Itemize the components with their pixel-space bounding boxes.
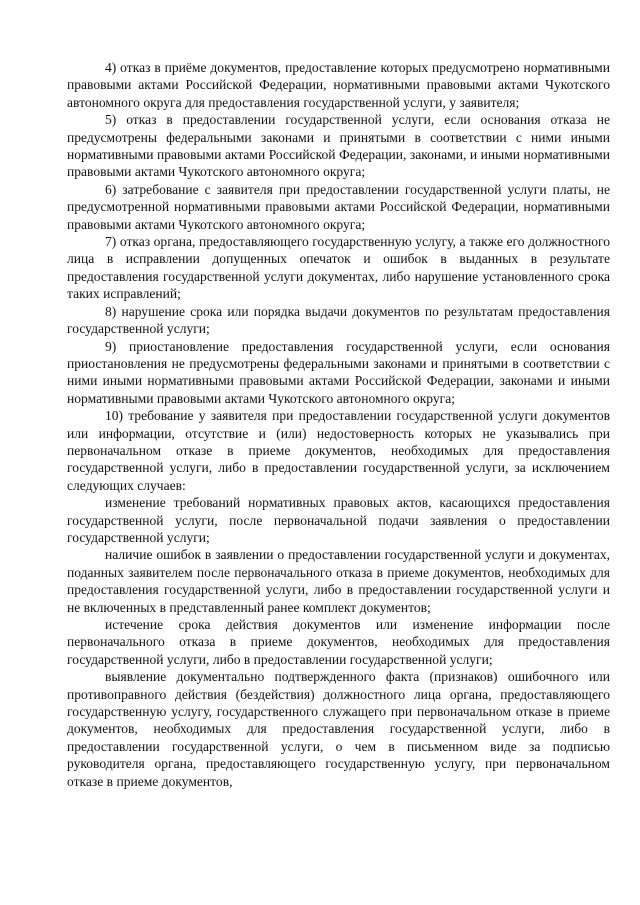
paragraph-exception-regulation-change: изменение требований нормативных правовых актов, касающихся предоставления государственной услуги, после первоначальной подачи заявления о предоставлении государственной услуги;: [67, 495, 610, 545]
paragraph-item-6: 6) затребование с заявителя при предоставлении государственной услуги платы, не предусмотренной нормативными правовыми актами Российской Федерации, нормативными правовыми актами Чукотского автономного округа;: [67, 181, 610, 232]
paragraph-item-8: 8) нарушение срока или порядка выдачи документов по результатам предоставления государственной услуги;: [67, 303, 610, 337]
paragraph-item-4: 4) отказ в приёме документов, предоставление которых предусмотрено нормативными правовыми актами Российской Федерации, нормативными правовыми актами Чукотского автономного округа для предоставления государственной услуги, у заявителя;: [67, 60, 610, 110]
paragraph-item-7: 7) отказ органа, предоставляющего государственную услугу, а также его должностного лица в исправлении допущенных опечаток и ошибок в выданных в результате предоставления государственной услуги документах, либо нарушение установленного срока таких исправлений;: [67, 234, 610, 302]
paragraph-exception-expiry: истечение срока действия документов или изменение информации после первоначального отказа в приеме документов, необходимых для предоставления государственной услуги, либо в предоставлении государственной услуги;: [67, 617, 610, 667]
paragraph-exception-errors: наличие ошибок в заявлении о предоставлении государственной услуги и документах, поданных заявителем после первоначального отказа в приеме документов, необходимых для предоставления государственной услуги, либо в предоставлении государственной услуги и не включенных в представленный ранее комплект документов;: [67, 547, 610, 615]
paragraph-item-5: 5) отказ в предоставлении государственной услуги, если основания отказа не предусмотрены федеральными законами и принятыми в соответствии с ними иными нормативными правовыми актами Российской Федерации, законами, и иными нормативными правовыми актами Чукотского автономного округа;: [67, 112, 610, 180]
paragraph-exception-misconduct: выявление документально подтвержденного факта (признаков) ошибочного или противоправного действия (бездействия) должностного лица органа, предоставляющего государственную услугу, государственного служащего при первоначальном отказе в приеме документов, необходимых для предоставления государственной услуги, либо в предоставлении государственной услуги, о чем в письменном виде за подписью руководителя органа, предоставляющего государственную услугу, при первоначальном отказе в приеме документов,: [67, 669, 610, 789]
document-body: [67, 59, 610, 790]
paragraph-item-10: 10) требование у заявителя при предоставлении государственной услуги документов или информации, отсутствие и (или) недостоверность которых не указывались при первоначальном отказе в приеме документов, необходимых для предоставления государственной услуги, либо в предоставлении государственной услуги, за исключением следующих случаев:: [67, 408, 610, 493]
paragraph-item-9: 9) приостановление предоставления государственной услуги, если основания приостановления не предусмотрены федеральными законами и принятыми в соответствии с ними иными нормативными правовыми актами Российской Федерации, законами и иными нормативными правовыми актами Чукотского автономного округа;: [67, 338, 610, 406]
